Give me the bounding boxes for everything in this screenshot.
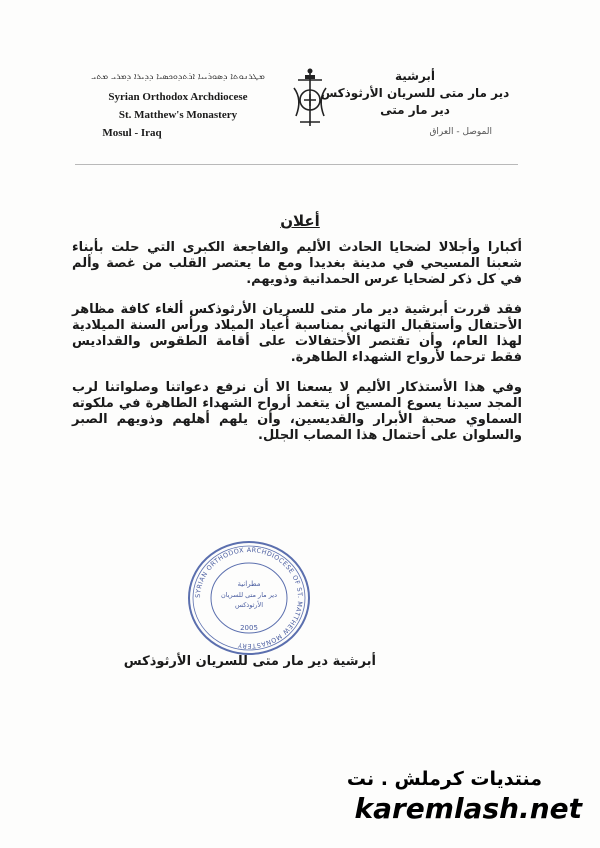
arabic-heading-location: الموصل - العراق [429, 127, 492, 137]
stamp-center-line2: دير مار متى للسريان [220, 591, 278, 599]
stamp-center-line3: الأرثوذكس [234, 601, 264, 609]
watermark-arabic: منتديات كرملش . نت [346, 768, 542, 790]
stamp-year: 2005 [240, 624, 258, 632]
stamp-ring-text: SYRIAN ORTHODOX ARCHDIOCESE OF ST. MATTHEW MONASTERY [193, 545, 305, 651]
letterhead-right [320, 68, 510, 137]
syriac-heading: ܡܛܪܢܘܬܐ ܕܣܘܪܝܝܐ ܐܪܬܕܘܟܣܝܐ ܕܕܝܪܐ ܕܡܪܝ ܡܬܝ [91, 72, 265, 82]
paragraph-2: فقد قررت أبرشية دير مار متى للسريان الأرثوذكس ألغاء كافة مظاهر الأحتفال وأستقبال التهاني بمناسبة أعياد الميلاد ورأس السنة الميلادية لهذا العام، وأن تقتصر الأحتفالات على أقامة الطقوس والقداديس فقط ترحما لأرواح الشهداء الطاهرة. [72, 302, 522, 365]
official-stamp-seal [186, 540, 312, 656]
paragraph-1: أكبارا وأجلالا لضحايا الحادث الأليم والفاجعة الكبرى التي حلت بأبناء شعبنا المسيحي في مدينة بغديدا ومع ما يعتصر القلب من غصة وألم في كل ذكر لضحايا عرس الحمدانية وذويهم. [72, 240, 522, 287]
english-heading-line2: St. Matthew's Monastery [118, 109, 238, 121]
paragraph-3: وفي هذا الأستذكار الأليم لا يسعنا الا أن نرفع دعواتنا وصلواتنا لرب المجد سيدنا يسوع المسيح أن يتغمد أرواح الشهداء الطاهرة في ملكوته السماوي صحبة الأبرار والقديسين، وأن يلهم أهلهم وذويهم الصبر والسلوان على أحتمال هذا المصاب الجلل. [72, 380, 522, 443]
header-divider [75, 164, 518, 165]
signature-line: أبرشية دير مار متى للسريان الأرثوذكس [123, 654, 376, 669]
english-heading-line3: Mosul - Iraq [102, 127, 162, 139]
arabic-heading-line1: أبرشية [394, 69, 436, 83]
arabic-heading-line2: دير مار متى للسريان الأرثوذكس [320, 86, 510, 100]
english-heading-line1: Syrian Orthodox Archdiocese [108, 91, 248, 103]
watermark-latin: karemlash.net [354, 792, 582, 825]
letterhead-left [88, 72, 268, 142]
stamp-center-line1: مطرانية [237, 580, 261, 588]
document-body [72, 240, 522, 458]
document-title: أعلان [280, 212, 320, 230]
arabic-heading-line3: دير مار متى [380, 103, 450, 117]
